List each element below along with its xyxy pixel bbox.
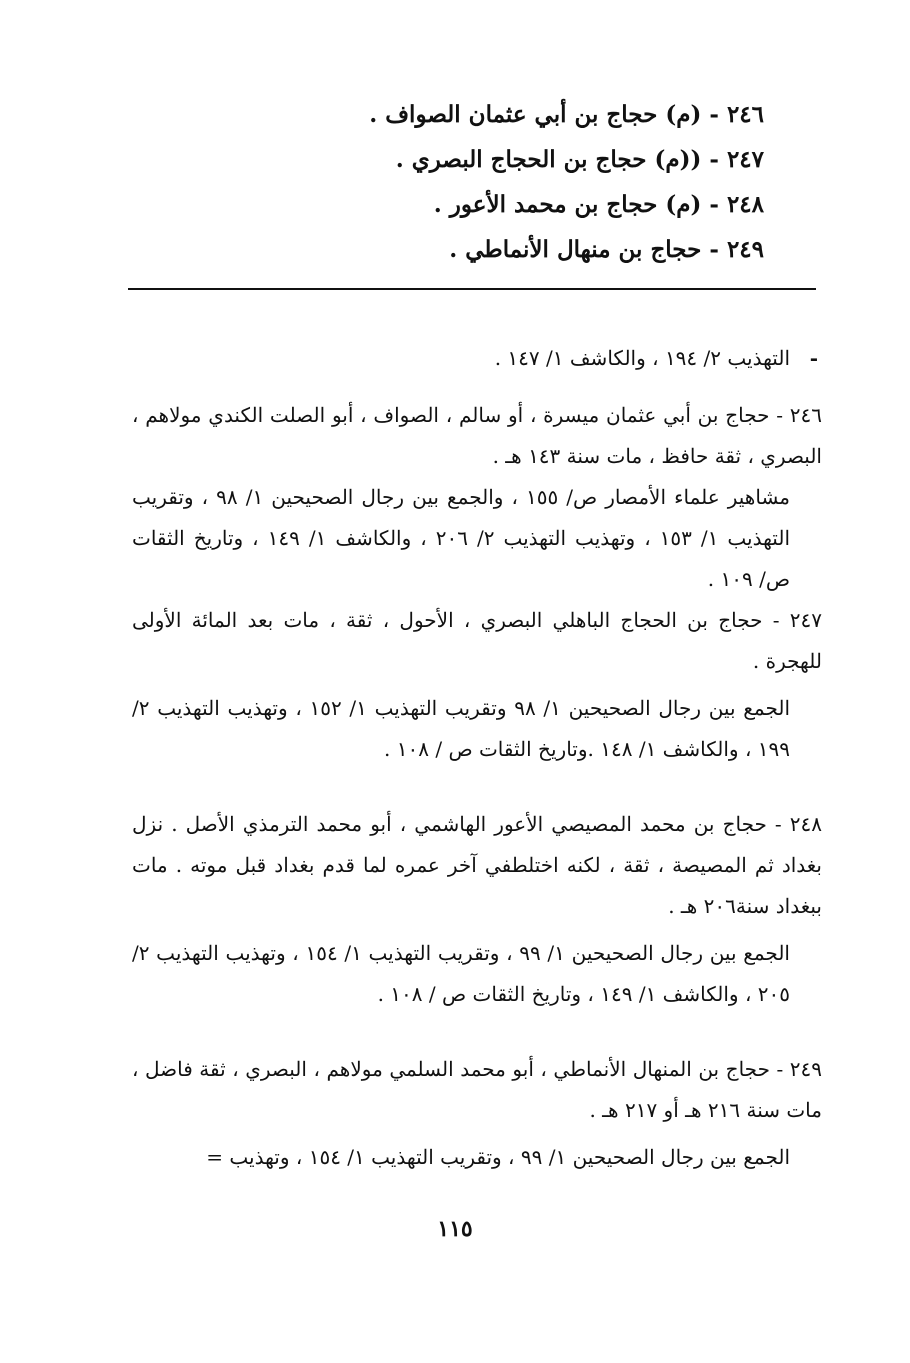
page-number: ١١٥ [437, 1216, 473, 1242]
footnotes-section [132, 338, 822, 1178]
biography-entry-248: ٢٤٨ - حجاج بن محمد المصيصي الأعور الهاشمي ، أبو محمد الترمذي الأصل . نزل بغداد ثم المصيصة ، ثقة ، لكنه اختلطفي آخر عمره لما قدم بغداد قبل موته . مات ببغداد سنة٢٠٦ هـ . [132, 812, 822, 918]
header-entry: ٢٤٦ - (م) حجاج بن أبي عثمان الصواف . [369, 101, 764, 128]
sources-entry-248: الجمع بين رجال الصحيحين ١/ ٩٩ ، وتقريب التهذيب ١/ ١٥٤ ، وتهذيب التهذيب ٢/ ٢٠٥ ، والكاشف ١/ ١٤٩ ، وتاريخ الثقات ص / ١٠٨ . [132, 941, 790, 1006]
sources-entry-249: الجمع بين رجال الصحيحين ١/ ٩٩ ، وتقريب التهذيب ١/ ١٥٤ ، وتهذيب = [206, 1145, 790, 1169]
intro-reference-line [132, 338, 822, 379]
biography-entry-249: ٢٤٩ - حجاج بن المنهال الأنماطي ، أبو محمد السلمي مولاهم ، البصري ، ثقة فاضل ، مات سنة ٢١٦ هـ أو ٢١٧ هـ . [132, 1057, 822, 1122]
header-entry: ٢٤٨ - (م) حجاج بن محمد الأعور . [433, 191, 764, 218]
header-entry: ٢٤٧ - ((م) حجاج بن الحجاج البصري . [395, 146, 764, 173]
sources-entry-247: الجمع بين رجال الصحيحين ١/ ٩٨ وتقريب التهذيب ١/ ١٥٢ ، وتهذيب التهذيب ٢/ ١٩٩ ، والكاشف ١/ ١٤٨ .وتاريخ الثقات ص / ١٠٨ . [132, 696, 791, 761]
header-entry: ٢٤٩ - حجاج بن منهال الأنماطي . [449, 236, 764, 263]
intro-reference: التهذيب ٢/ ١٩٤ ، والكاشف ١/ ١٤٧ . [494, 346, 790, 370]
sources-entry-246: مشاهير علماء الأمصار ص/ ١٥٥ ، والجمع بين رجال الصحيحين ١/ ٩٨ ، وتقريب التهذيب ١/ ١٥٣ ، وتهذيب التهذيب ٢/ ٢٠٦ ، والكاشف ١/ ١٤٩ ، وتاريخ الثقات ص/ ١٠٩ . [132, 485, 791, 591]
biography-entry-247: ٢٤٧ - حجاج بن الحجاج الباهلي البصري ، الأحول ، ثقة ، مات بعد المائة الأولى للهجرة . [132, 608, 822, 673]
footnote-separator-rule [128, 288, 816, 290]
biography-entry-246: ٢٤٦ - حجاج بن أبي عثمان ميسرة ، أو سالم ، الصواف ، أبو الصلت الكندي مولاهم ، البصري ، ثقة حافظ ، مات سنة ١٤٣ هـ . [132, 403, 822, 468]
header-entry-list [244, 92, 764, 272]
footnote-marker: - [809, 346, 818, 370]
